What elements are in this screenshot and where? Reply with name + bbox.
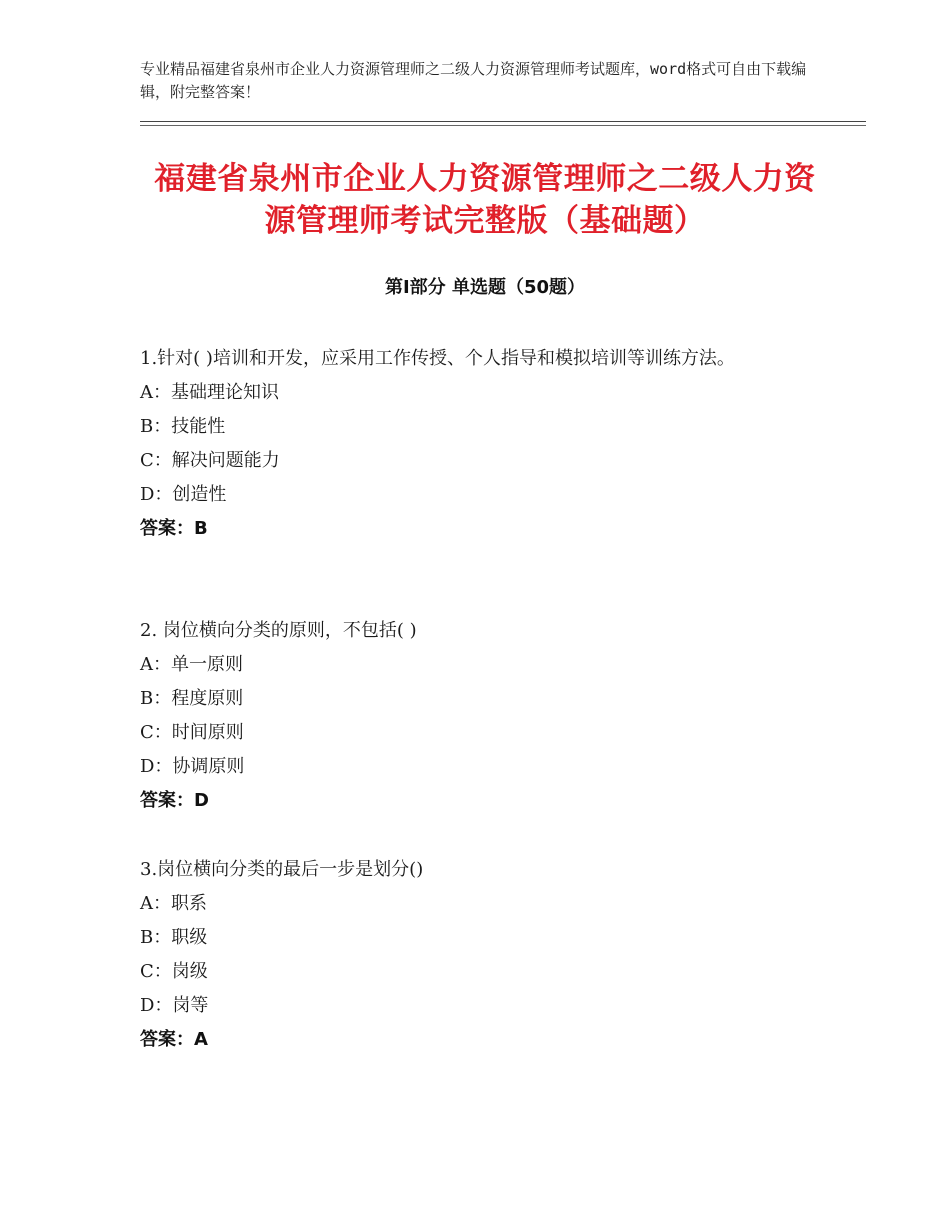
- question-stem: 3.岗位横向分类的最后一步是划分(): [140, 859, 424, 880]
- answer-label: 答案：D: [140, 790, 209, 811]
- option-d: D：岗等: [140, 995, 209, 1016]
- option-c: C：解决问题能力: [140, 450, 280, 471]
- header-note: 专业精品福建省泉州市企业人力资源管理师之二级人力资源管理师考试题库，word格式可自由下载编辑，附完整答案！: [140, 60, 807, 101]
- option-a: A：基础理论知识: [140, 382, 279, 403]
- option-b: B：程度原则: [140, 688, 244, 709]
- document-title: 福建省泉州市企业人力资源管理师之二级人力资源管理师考试完整版（基础题）: [154, 161, 816, 239]
- option-a: A：单一原则: [140, 654, 243, 675]
- option-d: D：创造性: [140, 484, 227, 505]
- answer-label: 答案：A: [140, 1029, 208, 1050]
- question-stem: 1.针对( )培训和开发，应采用工作传授、个人指导和模拟培训等训练方法。: [140, 348, 735, 369]
- section-heading: 第I部分 单选题（50题）: [384, 277, 585, 298]
- option-c: C：岗级: [140, 961, 208, 982]
- question-2: [140, 614, 830, 818]
- option-d: D：协调原则: [140, 756, 245, 777]
- option-b: B：技能性: [140, 416, 226, 437]
- header-divider-secondary: [140, 125, 866, 126]
- answer-label: 答案：B: [140, 518, 208, 539]
- option-b: B：职级: [140, 927, 208, 948]
- question-3: [140, 853, 830, 1057]
- option-a: A：职系: [140, 893, 207, 914]
- question-1: [140, 342, 830, 546]
- header-divider: [140, 121, 866, 122]
- option-c: C：时间原则: [140, 722, 244, 743]
- question-stem: 2. 岗位横向分类的原则，不包括( ): [140, 620, 417, 641]
